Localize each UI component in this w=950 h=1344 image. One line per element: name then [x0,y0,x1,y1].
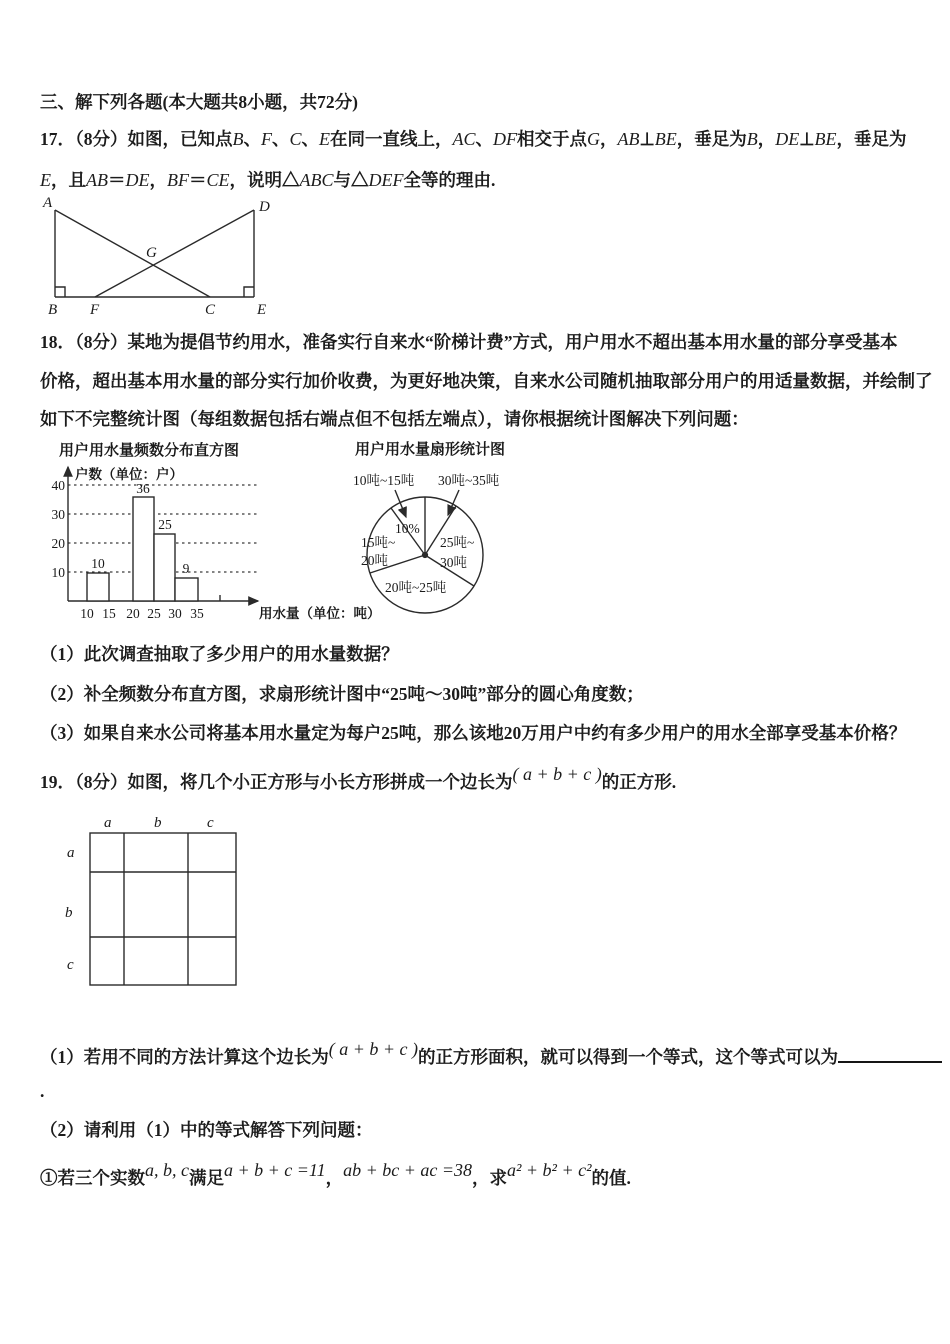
grid-row-label-a: a [67,845,75,861]
pie-callout-arrows [395,490,459,517]
histogram-x-tick-labels [80,606,204,621]
q17-line-1: 17．（8分）如图，已知点B、F、C、E在同一直线上，AC、DF相交于点G，AB⊥BE，垂足为B，DE⊥BE，垂足为 [40,129,907,149]
histogram-x-axis-label: 用水量（单位：吨） [259,606,381,621]
grid-col-label-c: c [207,815,214,831]
grid-col-label-a: a [104,815,112,831]
section-header: 三、解下列各题(本大题共8小题，共72分) [40,92,358,112]
pie-label-20-25: 20吨~25吨 [385,580,447,595]
q18-line-2: 价格，超出基本用水量的部分实行加价收费，为更好地决策，自来水公司随机抽取部分用户的用适量数据，并绘制了 [40,371,933,391]
q18-line-3: 如下不完整统计图（每组数据包括右端点但不包括左端点），请你根据统计图解决下列问题： [40,409,749,429]
bar-value-25: 25 [158,517,172,532]
grid-row-label-b: b [65,905,73,921]
pie-callout-label-30-35: 30吨~35吨 [438,473,500,488]
q18-sub-2: （2）补全频数分布直方图，求扇形统计图中“25吨～30吨”部分的圆心角度数； [40,684,644,704]
point-label-b: B [48,302,58,318]
pie-label-25-30-line1: 25吨~ [440,535,475,550]
bar-value-9: 9 [182,561,190,576]
bar-10-15 [87,573,109,601]
x-tick-35: 35 [190,606,204,621]
histogram-bars [87,497,198,601]
point-label-e: E [257,302,267,318]
right-angle-mark-e [244,287,254,297]
q19-sub-3: ①若三个实数a, b, c满足a + b + c =11，ab + bc + ac =38，求a² + b² + c²的值. [40,1160,631,1188]
histogram-y-tick-labels [52,478,66,580]
grid-col-label-b: b [154,815,162,831]
x-tick-25: 25 [147,606,161,621]
pie-callout-label-10-15: 10吨~15吨 [353,473,415,488]
q18-sub-1: （1）此次调查抽取了多少用户的用水量数据？ [40,644,399,664]
bar-value-10: 10 [91,556,105,571]
square-grid-figure [58,812,253,992]
y-tick-40: 40 [51,478,65,493]
point-label-c: C [205,302,216,318]
histogram-y-axis-label: 户数（单位：户） [75,467,183,482]
triangle-figure [38,193,278,317]
q18-line-1: 18．（8分）某地为提倡节约用水，准备实行自来水“阶梯计费”方式，用户用水不超出基本用水量的部分享受基本 [40,332,898,352]
bar-value-36: 36 [136,481,150,496]
q19-line-1: 19．（8分）如图，将几个小正方形与小长方形拼成一个边长为( a + b + c )的正方形. [40,764,677,792]
right-angle-mark-b [55,287,65,297]
q19-sub-1: （1）若用不同的方法计算这个边长为( a + b + c )的正方形面积，就可以得到一个等式，这个等式可以为 [40,1037,942,1070]
q19-sub-2: （2）请利用（1）中的等式解答下列问题： [40,1120,373,1140]
pie-label-15-20-line2: 20吨 [361,553,388,568]
y-tick-10: 10 [51,565,65,580]
point-label-g: G [146,245,157,261]
pie-chart [345,437,555,642]
x-tick-20: 20 [126,606,140,621]
pie-label-25-30-line2: 30吨 [440,555,467,570]
q18-sub-3: （3）如果自来水公司将基本用水量定为每户25吨，那么该地20万用户中约有多少用户的用水全部享受基本价格？ [40,723,907,743]
pie-center-dot [423,553,428,558]
y-tick-20: 20 [51,536,65,551]
square-grid-lines [90,833,236,985]
x-tick-30: 30 [168,606,182,621]
histogram-title: 用户用水量频数分布直方图 [59,443,240,459]
pie-slice-pct-label: 10% [395,521,420,536]
y-tick-30: 30 [51,507,65,522]
point-label-a: A [43,195,53,211]
bar-30-35 [175,578,198,601]
grid-row-label-c: c [67,957,74,973]
arrow-icon-left [395,490,406,517]
point-label-d: D [259,199,270,215]
pie-title: 用户用水量扇形统计图 [355,442,506,458]
q17-line-2: E，且AB＝DE，BF＝CE，说明△ABC与△DEF全等的理由. [40,170,496,190]
q19-sub-1-period: . [40,1081,45,1101]
point-label-f: F [90,302,100,318]
x-tick-15: 15 [102,606,116,621]
bar-25-30 [154,534,175,601]
x-tick-10: 10 [80,606,94,621]
pie-label-15-20-line1: 15吨~ [361,535,396,550]
bar-20-25 [133,497,154,601]
